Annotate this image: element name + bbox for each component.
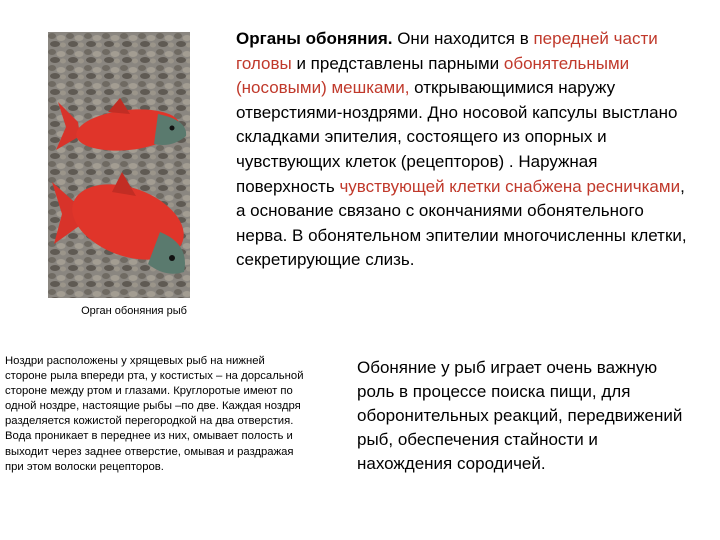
main-text-3: открывающимися наружу отверстиями-ноздрями. Дно носовой капсулы выстлано складками эпителия, состоящего из опорных и чувствующих клеток (рецепторов) . Наружная поверхность <box>236 78 678 196</box>
smell-role-paragraph: Обоняние у рыб играет очень важную роль в процессе поиска пищи, для оборонительных реакций, передвижений рыб, обеспечения стайности и нахождения сородичей. <box>357 358 683 473</box>
main-text-2: и представлены парными <box>291 53 504 73</box>
main-text-1: Они находится в <box>392 29 534 48</box>
main-text-4: , а основание связано с окончаниями обонятельного нерва. В обонятельном эпителии многочисленны клетки, секретирующие слизь. <box>236 176 687 270</box>
highlight-3: чувствующей клетки снабжена ресничками <box>339 176 681 196</box>
fish-photo <box>48 32 190 298</box>
main-paragraph <box>236 27 698 273</box>
main-lead: Органы обоняния. <box>236 29 393 48</box>
highlight-2: обонятельными (носовыми) мешками, <box>236 53 630 98</box>
highlight-1: передней части головы <box>236 29 658 73</box>
nostrils-paragraph: Ноздри расположены у хрящевых рыб на нижней стороне рыла впереди рта, у костистых – на дорсальной стороне между ртом и глазами. Круглоротые имеют по одной ноздре, настоящие рыбы –по две. Каждая ноздря разделяется кожистой перегородкой на два отверстия. Вода проникает в переднее из них, омывает полость и выходит через заднее отверстие, омывая и раздражая при этом волоски рецепторов. <box>5 355 304 473</box>
photo-caption: Орган обоняния рыб <box>81 305 187 317</box>
sockeye-salmon-photo-icon <box>48 32 190 298</box>
